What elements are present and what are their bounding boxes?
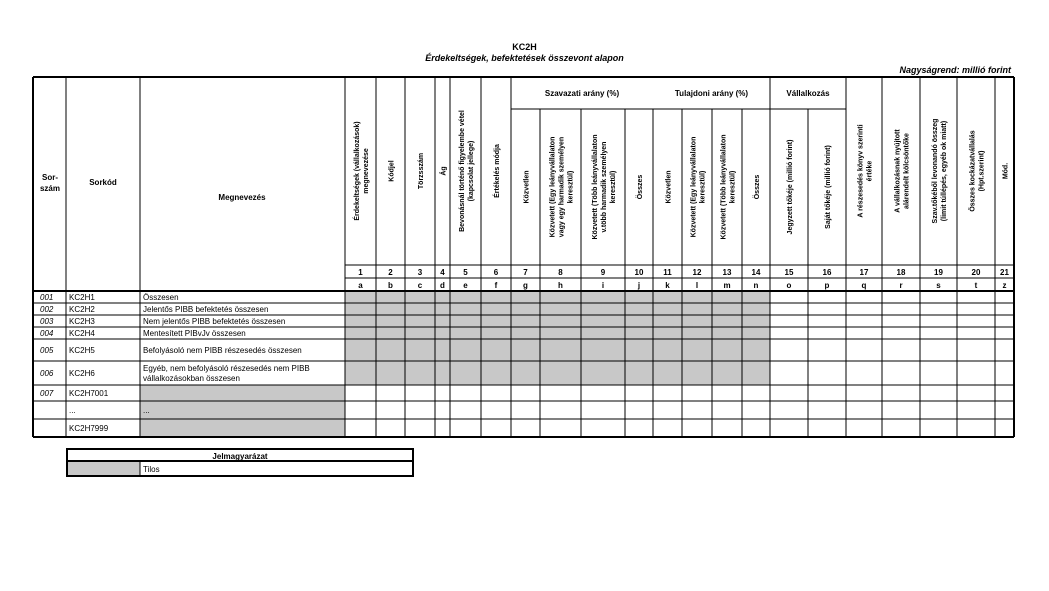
column-letter: t xyxy=(974,281,978,290)
column-number: 3 xyxy=(417,268,423,277)
column-header-label: Értékelés módja xyxy=(494,144,501,198)
column-number: 2 xyxy=(388,268,393,277)
column-header-label: Kódjel xyxy=(388,160,396,182)
column-number: 8 xyxy=(558,268,563,277)
row-sorszam: 006 xyxy=(40,369,54,378)
column-letter: m xyxy=(723,281,731,290)
column-header-label: megnevezése xyxy=(363,148,370,194)
column-header-label: Közvetlen xyxy=(523,170,531,204)
column-header-label: (limit túllépés, egyéb ok miatt) xyxy=(941,120,948,222)
column-header-label: (kapcsolat jellege) xyxy=(468,140,475,202)
column-header-label: vagy egy harmadik személyen xyxy=(558,136,566,238)
group-header-vallalkozas: Vállalkozás xyxy=(786,89,830,98)
column-header-label: Törzsszám xyxy=(418,152,425,190)
row-sorszam: 002 xyxy=(40,305,54,314)
column-header-label: keresztül) xyxy=(729,170,737,204)
column-letter: o xyxy=(786,281,792,290)
column-number: 20 xyxy=(971,268,981,277)
column-header-label: Mód. xyxy=(1002,162,1010,180)
column-number: 10 xyxy=(634,268,644,277)
column-header-label: Közvetett (Egy leányvállalaton xyxy=(690,136,698,238)
shaded-cell xyxy=(345,303,770,315)
column-letter: n xyxy=(753,281,759,290)
row-sorkod: KC2H7999 xyxy=(69,424,109,433)
column-header-label: Összes kockázatvállalás xyxy=(969,130,977,212)
shaded-cell xyxy=(140,385,345,401)
column-number: 11 xyxy=(663,268,672,277)
group-header-szavazati: Szavazati arány (%) xyxy=(544,89,620,98)
column-number: 17 xyxy=(859,268,869,277)
form-code-title: KC2H xyxy=(512,42,537,52)
shaded-cell xyxy=(345,315,770,327)
column-header-label: keresztül) xyxy=(567,170,575,204)
column-letter: h xyxy=(558,281,563,290)
column-letter: z xyxy=(1002,281,1007,290)
row-megnevezes: Nem jelentős PIBB befektetés összesen xyxy=(143,317,286,326)
column-header-label: Közvetett (Egy leányvállalaton xyxy=(549,136,557,238)
column-number: 16 xyxy=(822,268,832,277)
shaded-cell xyxy=(140,419,345,437)
megnevezes-header: Megnevezés xyxy=(218,193,266,202)
column-header-label: Közvetett (Több leányvállalaton xyxy=(720,134,728,240)
column-header-label: A vállalkozásnak nyújtott xyxy=(894,129,902,213)
column-letter: d xyxy=(440,281,445,290)
column-number: 1 xyxy=(358,268,363,277)
form-subtitle: Érdekeltségek, befektetések összevont alapon xyxy=(425,53,624,63)
sorkod-header: Sorkód xyxy=(89,178,117,187)
row-sorkod: KC2H2 xyxy=(69,305,95,314)
column-letter: j xyxy=(637,281,641,290)
column-letter: s xyxy=(936,281,941,290)
column-letter: f xyxy=(494,281,498,290)
column-number: 7 xyxy=(523,268,528,277)
column-letter: l xyxy=(695,281,699,290)
column-header-label: A részesedés könyv szerinti xyxy=(857,124,865,218)
column-header-label: Jegyzett tőkéje (millió forint) xyxy=(787,139,794,235)
column-letter: b xyxy=(388,281,393,290)
row-sorszam: 007 xyxy=(40,389,54,398)
row-megnevezes: Egyéb, nem befolyásoló részesedés nem PIBB xyxy=(143,364,310,373)
column-number: 9 xyxy=(600,268,606,277)
row-megnevezes: ... xyxy=(143,406,150,415)
column-letter: g xyxy=(523,281,528,290)
column-header-label: Szav.tőkéből levonandó összeg xyxy=(932,118,939,224)
column-number: 4 xyxy=(440,268,445,277)
column-header-label: alárendelt kölcsöntőke xyxy=(903,133,911,209)
column-header-label: Összes xyxy=(754,174,761,200)
legend-title: Jelmagyarázat xyxy=(212,452,268,461)
shaded-cell xyxy=(345,291,770,303)
row-megnevezes: Összesen xyxy=(143,293,179,302)
column-header-label: Ág xyxy=(440,166,448,176)
column-number: 19 xyxy=(934,268,943,277)
row-sorszam: 005 xyxy=(40,346,54,355)
column-header-label: v.több harmadik személyen xyxy=(601,141,608,233)
column-letter: a xyxy=(358,281,363,290)
column-number: 14 xyxy=(751,268,761,277)
column-letter: p xyxy=(824,281,830,290)
column-letter: r xyxy=(899,281,903,290)
sorszam-header: Sor- xyxy=(42,173,58,182)
magnitude-note: Nagyságrend: millió forint xyxy=(899,65,1011,75)
shaded-cell xyxy=(345,361,770,385)
row-sorkod: KC2H3 xyxy=(69,317,95,326)
column-letter: e xyxy=(463,281,468,290)
row-megnevezes: Jelentős PIBB befektetés összesen xyxy=(143,305,269,314)
column-header-label: keresztül) xyxy=(699,170,707,204)
row-sorkod: KC2H1 xyxy=(69,293,95,302)
column-letter: i xyxy=(601,281,605,290)
column-header-label: Saját tőkéje (millió forint) xyxy=(825,145,832,229)
row-sorszam: 003 xyxy=(40,317,54,326)
column-number: 12 xyxy=(692,268,702,277)
column-header-label: keresztül) xyxy=(610,170,617,204)
column-header-label: Összes xyxy=(637,174,644,200)
row-sorkod: KC2H5 xyxy=(69,346,95,355)
shaded-cell xyxy=(140,401,345,419)
row-sorkod: KC2H7001 xyxy=(69,389,109,398)
column-header-label: Közvetlen xyxy=(665,170,673,204)
group-header-tulajdoni: Tulajdoni arány (%) xyxy=(674,89,749,98)
row-megnevezes: vállalkozásokban összesen xyxy=(143,374,240,383)
column-number: 5 xyxy=(463,268,468,277)
row-megnevezes: Mentesített PIBvJv összesen xyxy=(143,329,246,338)
column-letter: k xyxy=(665,281,670,290)
row-sorkod: KC2H4 xyxy=(69,329,95,338)
column-number: 15 xyxy=(784,268,794,277)
column-header-label: (Hpt.szerint) xyxy=(978,150,986,192)
column-header-label: Bevonásnál történő figyelembe vétel xyxy=(459,110,466,232)
column-letter: q xyxy=(861,281,867,290)
column-number: 18 xyxy=(896,268,906,277)
column-header-label: értéke xyxy=(866,160,874,182)
row-sorkod: KC2H6 xyxy=(69,369,95,378)
column-number: 13 xyxy=(722,268,732,277)
legend-item: Tilos xyxy=(143,465,160,474)
row-sorkod: ... xyxy=(69,406,76,415)
legend-swatch xyxy=(68,462,140,475)
row-megnevezes: Befolyásoló nem PIBB részesedés összesen xyxy=(143,346,302,355)
shaded-cell xyxy=(345,339,770,361)
column-number: 6 xyxy=(493,268,499,277)
column-header-label: Érdekeltségek (vállalkozások) xyxy=(354,121,361,221)
row-sorszam: 004 xyxy=(40,329,54,338)
row-sorszam: 001 xyxy=(40,293,54,302)
column-letter: c xyxy=(417,281,423,290)
sorszam-header: szám xyxy=(39,184,61,193)
column-number: 21 xyxy=(1000,268,1009,277)
shaded-cell xyxy=(345,327,770,339)
column-header-label: Közvetett (Több leányvállalaton xyxy=(592,134,599,240)
